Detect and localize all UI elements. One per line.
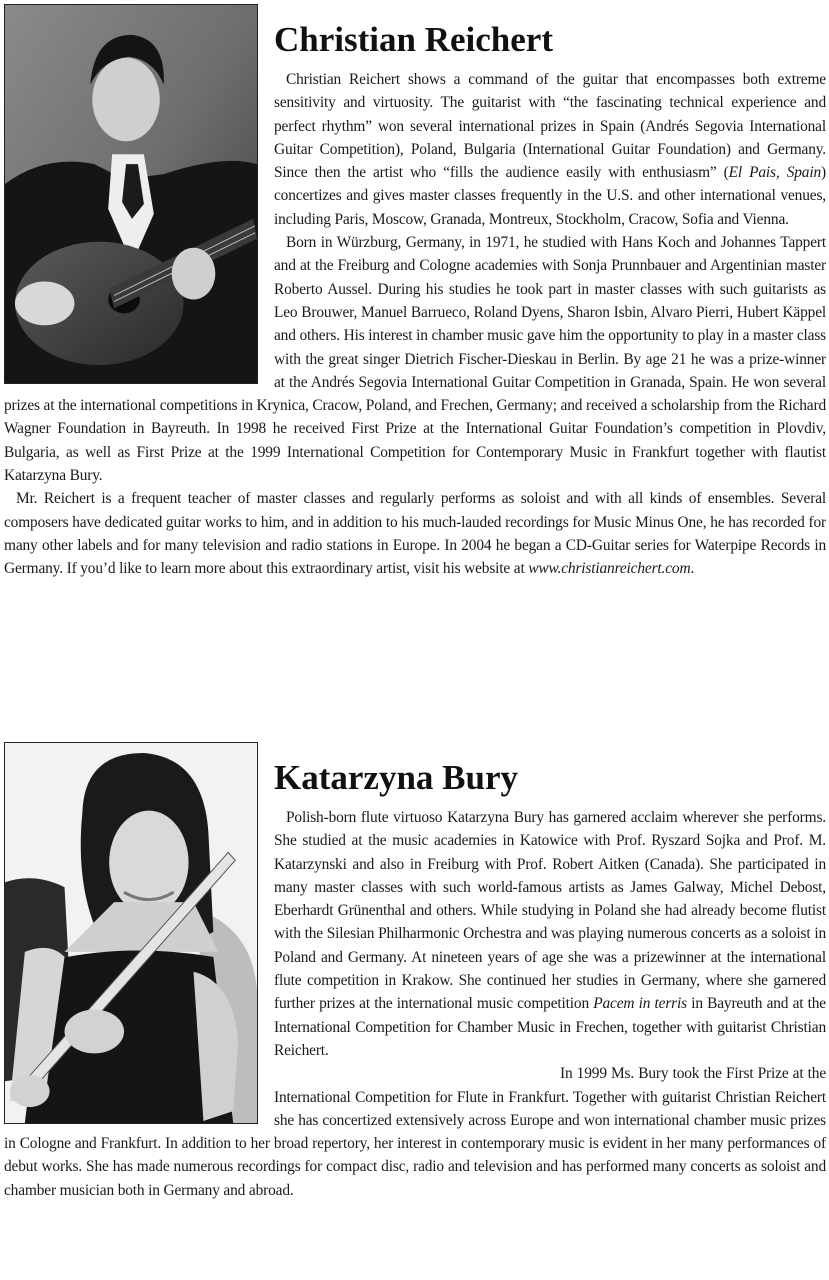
bio-katarzyna-bury: [4, 742, 826, 1202]
bio-name: Christian Reichert: [274, 20, 553, 59]
flutist-photo-graphic: [5, 743, 257, 1123]
bio-name: Katarzyna Bury: [274, 758, 519, 797]
guitarist-photo-graphic: [5, 5, 257, 383]
bio-christian-reichert: [4, 4, 826, 581]
bio-paragraph: Mr. Reichert is a frequent teacher of master classes and regularly performs as soloist and with all kinds of ensembles. Several composers have dedicated guitar works to him, and in addition to his much-lauded recordings for Music Minus One, he has recorded for many other labels and for many television and radio stations in Europe. In 2004 he began a CD-Guitar series for Waterpipe Records in Germany. If you’d like to learn more about this extraordinary artist, visit his website at www.christianreichert.com.: [4, 490, 826, 578]
flutist-photo: [4, 742, 258, 1124]
bio-paragraph: Polish-born flute virtuoso Katarzyna Bury has garnered acclaim wherever she performs. She studied at the music academies in Katowice with Prof. Ryszard Sojka and Prof. M. Katarzynski and also in Freiburg with Prof. Robert Aitken (Canada). She participated in many master classes with such world-famous artists as James Galway, Michel Debost, Eberhardt Grünenthal and others. While studying in Poland she had already become flutist with the Silesian Philharmonic Orchestra and was playing numerous concerts as a soloist in Poland and Germany. At nineteen years of age she was a prizewinner at the international flute competition in Krakow. She continued her studies in Germany, where she garnered further prizes at the international music competition Pacem in terris in Bayreuth and at the International Competition for Chamber Music in Frechen, together with guitarist Christian Reichert.: [274, 809, 826, 1059]
bio-paragraph: Born in Würzburg, Germany, in 1971, he studied with Hans Koch and Johannes Tappert and at the Freiburg and Cologne academies with Sonja Prunnbauer and Argentinian master Roberto Aussel. During his studies he took part in master classes with such guitarists as Leo Brouwer, Manuel Barrueco, Roland Dyens, Sharon Isbin, Alvaro Pierri, Hubert Käppel and others. His interest in chamber music gave him the opportunity to play in a master class with the great singer Dietrich Fischer-Dieskau in Berlin. By age 21 he was a prize-winner at the Andrés Segovia International Guitar Competition in Granada, Spain. He won several prizes at the international competitions in Krynica, Cracow, Poland, and Frechen, Germany; and received a scholarship from the Richard Wagner Foundation in Bayreuth. In 1998 he received First Prize at the International Guitar Foundation’s competition in Plovdiv, Bulgaria, as well as First Prize at the 1999 International Competition for Contemporary Music in Frankfurt together with flautist Katarzyna Bury.: [4, 234, 826, 485]
guitarist-photo: [4, 4, 258, 384]
bio-paragraph: Christian Reichert shows a command of the guitar that encompasses both extreme sensitivity and virtuosity. The guitarist with “the fascinating technical experience and perfect rhythm” won several international prizes in Spain (Andrés Segovia International Guitar Competition), Poland, Bulgaria (International Guitar Foundation) and Germany. Since then the artist who “fills the audience easily with enthusiasm” (El Pais, Spain) concertizes and gives master classes frequently in the U.S. and other international venues, including Paris, Moscow, Granada, Montreux, Stockholm, Cracow, Sofia and Vienna.: [274, 71, 826, 228]
website-link[interactable]: www.christianreichert.com: [528, 560, 691, 578]
bio-paragraph: In 1999 Ms. Bury took the First Prize at the International Competition for Flute in Frankfurt. Together with guitarist Christian Reichert she has concertized extensively across Europe and won international chamber music prizes in Cologne and Frankfurt. In addition to her broad repertory, her interest in contemporary music is evident in her many performances of debut works. She has made numerous recordings for compact disc, radio and television and has performed many concerts as soloist and chamber musician both in Germany and abroad.: [4, 1065, 826, 1199]
